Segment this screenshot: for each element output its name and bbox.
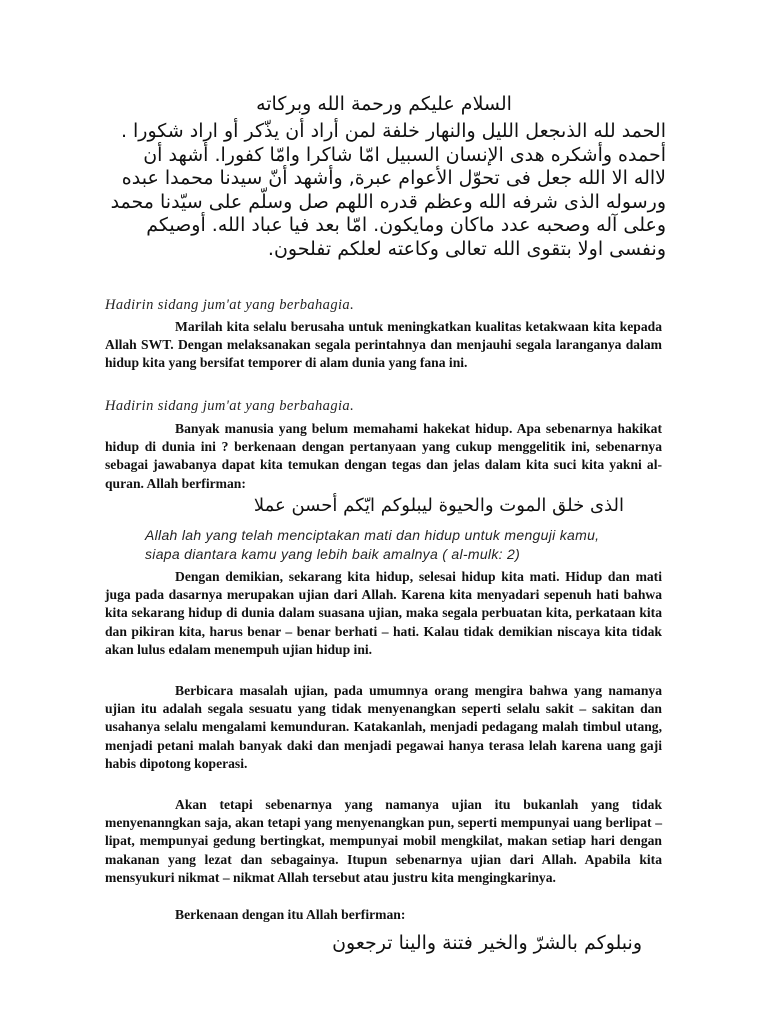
section-heading: Hadirin sidang jum'at yang berbahagia. [105, 297, 355, 313]
arabic-line: ونفسى اولا بتقوى الله تعالى وكاعته لعلكم تفلحون. [267, 237, 666, 260]
section-heading: Hadirin sidang jum'at yang berbahagia. [105, 398, 355, 414]
paragraph-2 [105, 420, 662, 493]
paragraph-1 [105, 318, 662, 373]
arabic-line: الحمد لله الذىجعل الليل والنهار خلفة لمن أراد أن يذّكر أو اراد شكورا . [120, 120, 666, 142]
arabic-line: ورسوله الذى شرفه الله وعظم قدره اللهم صل وسلّم على سيّدنا محمد [110, 190, 666, 213]
paragraph-text: Dengan demikian, sekarang kita hidup, selesai hidup kita mati. Hidup dan mati juga pada dasarnya merupakan ujian dari Allah. Karena kita menyadari sepenuh hati bahwa kita sekarang hidup di dunia dalam suasana ujian, maka segala perbuatan kita, perkataan kita dan pikiran kita, harus benar – benar berhati – hati. Kalau tidak demikian niscaya kita tidak akan lulus edalam menempuh ujian hidup ini. [105, 569, 662, 657]
quran-verse-2: ونبلوكم بالشرّ والخير فتنة والينا ترجعون [332, 932, 642, 954]
arabic-greeting: السلام عليكم ورحمة الله وبركاته [256, 93, 512, 115]
arabic-line: أحمده وأشكره هدى الإنسان السبيل امّا شاكرا وامّا كفورا. أشهد أن [143, 143, 666, 166]
paragraph-6: Berkenaan dengan itu Allah berfirman: [175, 907, 406, 922]
paragraph-3 [105, 568, 662, 659]
paragraph-text: Berbicara masalah ujian, pada umumnya orang mengira bahwa yang namanya ujian itu adalah segala sesuatu yang tidak menyenangkan seperti selalu sakit – sakitan dan usahanya selalu mengalami kemunduran. Katakanlah, menjadi pedagang malah timbul utang, menjadi petani malah banyak daki dan menjadi pegawai hanya terasa lelah karena uang gaji habis dipotong koperasi. [105, 683, 662, 771]
paragraph-4 [105, 682, 662, 773]
paragraph-text: Akan tetapi sebenarnya yang namanya ujian itu bukanlah yang tidak menyenanngkan saja, akan tetapi yang menyenangkan pun, seperti mempunyai uang berlipat – lipat, mempunyai gedung bertingkat, mempunyai mobil mengkilat, makan setiap hari dengan makanan yang lezat dan sebagainya. Itupun sebenarnya ujian dari Allah. Apabila kita mensyukuri nikmat – nikmat Allah tersebut atau justru kita mengingkarinya. [105, 797, 662, 885]
verse-translation: Allah lah yang telah menciptakan mati dan hidup untuk menguji kamu, [145, 527, 600, 543]
quran-verse-1: الذى خلق الموت والحيوة ليبلوكم ايّكم أحسن عملا [253, 495, 624, 516]
arabic-opening-text [104, 120, 666, 261]
paragraph-5 [105, 796, 662, 887]
arabic-line: وعلى آله وصحبه عدد ماكان ومايكون. امّا بعد فيا عباد الله. أوصيكم [146, 214, 666, 236]
arabic-line: لااله الا الله جعل فى تحوّل الأعوام عبرة, وأشهد أنّ سيدنا محمدا عبده [121, 167, 666, 189]
paragraph-text: Banyak manusia yang belum memahami hakekat hidup. Apa sebenarnya hakikat hidup di dunia ini ? berkenaan dengan pertanyaan yang cukup menggelitik ini, sebenarnya sebagai jawabanya dapat kita temukan dengan tegas dan jelas dalam kita suci kita yakni al-quran. Allah berfirman: [105, 421, 662, 491]
paragraph-text: Marilah kita selalu berusaha untuk meningkatkan kualitas ketakwaan kita kepada Allah SWT. Dengan melaksanakan segala perintahnya dan menjauhi segala laranganya dalam hidup kita yang bersifat temporer di alam dunia yang fana ini. [105, 319, 662, 371]
verse-translation: siapa diantara kamu yang lebih baik amalnya ( al-mulk: 2) [145, 546, 521, 562]
